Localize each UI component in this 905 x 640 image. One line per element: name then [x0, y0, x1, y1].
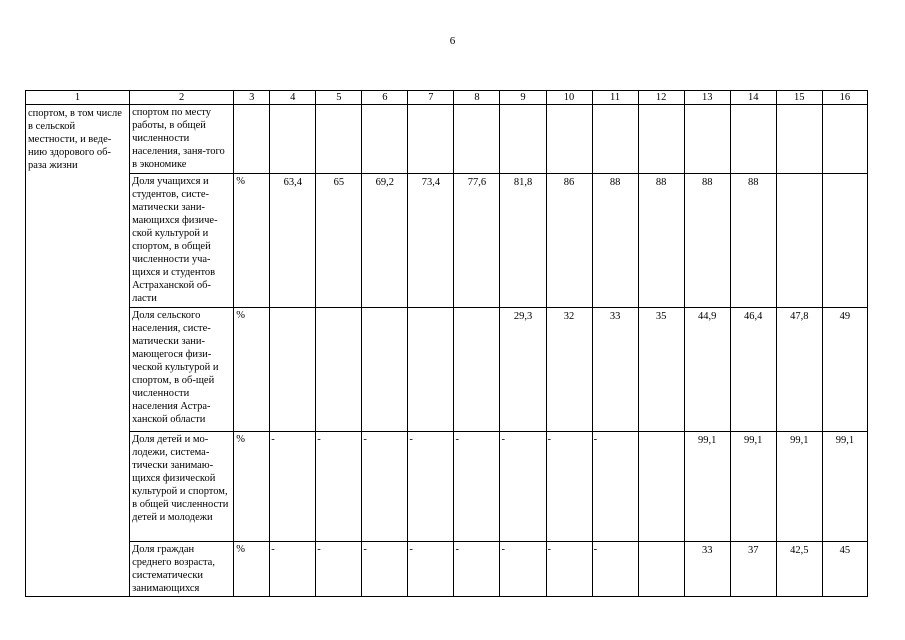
value-cell: 47,8 — [776, 308, 822, 432]
value-cell — [638, 432, 684, 542]
column-header: 9 — [500, 91, 546, 105]
column-header: 15 — [776, 91, 822, 105]
value-cell — [592, 105, 638, 174]
value-cell: - — [546, 432, 592, 542]
column-header: 5 — [316, 91, 362, 105]
value-cell: 29,3 — [500, 308, 546, 432]
column-header: 8 — [454, 91, 500, 105]
value-cell — [362, 308, 408, 432]
value-cell — [454, 105, 500, 174]
table-row — [26, 105, 868, 174]
value-cell: - — [362, 432, 408, 542]
value-cell — [638, 105, 684, 174]
value-cell: 63,4 — [270, 174, 316, 308]
column-header: 13 — [684, 91, 730, 105]
value-cell — [454, 308, 500, 432]
value-cell: 32 — [546, 308, 592, 432]
indicator-table — [25, 90, 868, 597]
value-cell: 46,4 — [730, 308, 776, 432]
value-cell: - — [454, 432, 500, 542]
value-cell: - — [500, 432, 546, 542]
value-cell: - — [592, 542, 638, 597]
column-header: 1 — [26, 91, 130, 105]
value-cell: 88 — [592, 174, 638, 308]
value-cell: 77,6 — [454, 174, 500, 308]
value-cell — [638, 542, 684, 597]
value-cell: 73,4 — [408, 174, 454, 308]
value-cell: - — [454, 542, 500, 597]
value-cell: 99,1 — [776, 432, 822, 542]
value-cell — [500, 105, 546, 174]
value-cell: - — [408, 432, 454, 542]
value-cell: 88 — [638, 174, 684, 308]
table-row — [26, 308, 868, 432]
value-cell — [362, 105, 408, 174]
value-cell: - — [316, 542, 362, 597]
value-cell: - — [270, 432, 316, 542]
value-cell: 33 — [592, 308, 638, 432]
value-cell: 37 — [730, 542, 776, 597]
value-cell — [730, 105, 776, 174]
unit-cell: % — [234, 542, 270, 597]
column-header: 3 — [234, 91, 270, 105]
unit-cell — [234, 105, 270, 174]
header-row — [26, 91, 868, 105]
column-header: 10 — [546, 91, 592, 105]
value-cell: 44,9 — [684, 308, 730, 432]
value-cell — [316, 105, 362, 174]
value-cell: - — [546, 542, 592, 597]
value-cell: - — [316, 432, 362, 542]
indicator-cell: спортом по месту работы, в общей численности населения, заня-того в экономике — [130, 105, 234, 174]
column-header: 12 — [638, 91, 684, 105]
goal-cell: спортом, в том числе в сельской местности, и веде-нию здорового об-раза жизни — [26, 105, 130, 597]
page-number: 6 — [449, 35, 456, 47]
table-row — [26, 432, 868, 542]
value-cell — [684, 105, 730, 174]
value-cell: 42,5 — [776, 542, 822, 597]
unit-cell: % — [234, 308, 270, 432]
value-cell — [546, 105, 592, 174]
value-cell: 88 — [684, 174, 730, 308]
table-row — [26, 542, 868, 597]
value-cell: 88 — [730, 174, 776, 308]
value-cell: 99,1 — [822, 432, 867, 542]
column-header: 4 — [270, 91, 316, 105]
indicator-cell: Доля граждан среднего возраста, систематически занимающихся — [130, 542, 234, 597]
value-cell — [270, 105, 316, 174]
value-cell: 99,1 — [684, 432, 730, 542]
indicator-cell: Доля учащихся и студентов, систе-матически зани-мающихся физиче-ской культурой и спортом, в общей численности уча-щихся и студентов Астраханской об-ласти — [130, 174, 234, 308]
column-header: 11 — [592, 91, 638, 105]
value-cell: 49 — [822, 308, 867, 432]
value-cell: 35 — [638, 308, 684, 432]
value-cell — [408, 308, 454, 432]
value-cell: 33 — [684, 542, 730, 597]
value-cell — [270, 308, 316, 432]
value-cell: 65 — [316, 174, 362, 308]
unit-cell: % — [234, 432, 270, 542]
column-header: 6 — [362, 91, 408, 105]
value-cell: - — [270, 542, 316, 597]
indicator-cell: Доля сельского населения, систе-матически зани-мающегося физи-ческой культурой и спортом, в об-щей численности населения Астра-ханской области — [130, 308, 234, 432]
table-row — [26, 174, 868, 308]
value-cell — [822, 105, 867, 174]
value-cell: 86 — [546, 174, 592, 308]
value-cell: - — [408, 542, 454, 597]
column-header: 14 — [730, 91, 776, 105]
value-cell: - — [592, 432, 638, 542]
value-cell: - — [362, 542, 408, 597]
indicator-cell: Доля детей и мо-лодежи, система-тически занимаю-щихся физической культурой и спортом, в общей численности детей и молодежи — [130, 432, 234, 542]
value-cell — [316, 308, 362, 432]
value-cell — [822, 174, 867, 308]
column-header: 16 — [822, 91, 867, 105]
value-cell: 99,1 — [730, 432, 776, 542]
column-header: 2 — [130, 91, 234, 105]
value-cell: 69,2 — [362, 174, 408, 308]
column-header: 7 — [408, 91, 454, 105]
value-cell: - — [500, 542, 546, 597]
value-cell — [408, 105, 454, 174]
unit-cell: % — [234, 174, 270, 308]
value-cell: 45 — [822, 542, 867, 597]
value-cell: 81,8 — [500, 174, 546, 308]
value-cell — [776, 105, 822, 174]
value-cell — [776, 174, 822, 308]
